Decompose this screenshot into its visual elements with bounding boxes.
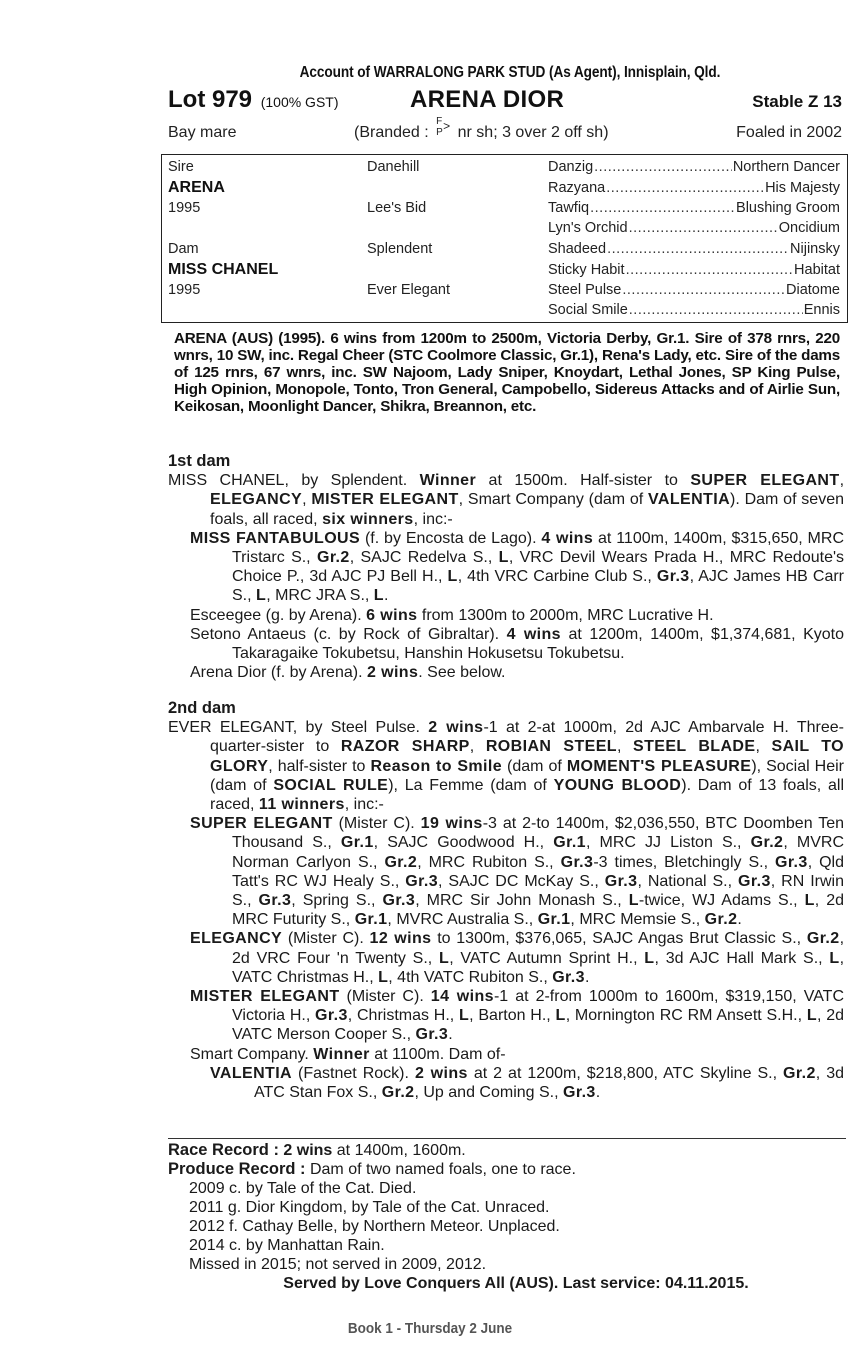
produce-record xyxy=(168,1160,844,1179)
section-divider xyxy=(168,1138,846,1139)
ancestor-sire: Habitat xyxy=(794,262,840,278)
ancestor-name: Steel Pulse xyxy=(548,282,622,298)
gst-note: (100% GST) xyxy=(260,94,339,110)
page-footer: Book 1 - Thursday 2 June xyxy=(347,1320,513,1337)
ancestor-row xyxy=(548,282,840,298)
sire-year: 1995 xyxy=(168,200,201,216)
first-dam-title: 1st dam xyxy=(168,452,231,470)
pedigree-entry: MISS CHANEL, by Splendent. Winner at 1500m. Half-sister to SUPER ELEGANT, ELEGANCY, MISTER ELEGANT, Smart Company (dam of VALENTIA). Dam of seven foals, all raced, six winners, inc:- xyxy=(168,472,845,528)
race-record xyxy=(168,1141,844,1160)
served-by-note: Served by Love Conquers All (AUS). Last service: 04.11.2015. xyxy=(283,1275,749,1292)
leader-dots xyxy=(606,180,764,196)
horse-name: ARENA DIOR xyxy=(410,86,565,113)
ancestor-row xyxy=(548,241,840,257)
second-dam-title: 2nd dam xyxy=(168,699,236,717)
brand-mark-icon xyxy=(433,115,453,141)
produce-item: 2014 c. by Manhattan Rain. xyxy=(189,1237,385,1254)
ancestor-name: Razyana xyxy=(548,180,606,196)
pedigree-entry: ELEGANCY (Mister C). 12 wins to 1300m, $376,065, SAJC Angas Brut Classic S., Gr.2, 2d VRC Four 'n Twenty S., L, VATC Autumn Sprint H., L, 3d AJC Hall Mark S., L, VATC Christmas H., L, 4th VATC Rubiton S., Gr.3. xyxy=(190,930,845,986)
pedigree-entry: EVER ELEGANT, by Steel Pulse. 2 wins-1 at 2-at 1000m, 2d AJC Ambarvale H. Three-quarter-sister to RAZOR SHARP, ROBIAN STEEL, STEEL BLADE, SAIL TO GLORY, half-sister to Reason to Smile (dam of MOMENT'S PLEASURE), Social Heir (dam of SOCIAL RULE), La Femme (dam of YOUNG BLOOD). Dam of 13 foals, all raced, 11 winners, inc:- xyxy=(168,719,845,814)
pedigree-entry: MISTER ELEGANT (Mister C). 14 wins-1 at 2-from 1000m to 1600m, $319,150, VATC Victoria H., Gr.3, Christmas H., L, Barton H., L, Mornington RC RM Ansett S.H., L, 2d VATC Merson Cooper S., Gr.3. xyxy=(190,988,845,1044)
dam-year: 1995 xyxy=(168,282,201,298)
ancestor-name: Danzig xyxy=(548,159,594,175)
ancestor-row xyxy=(548,302,840,318)
produce-item: 2009 c. by Tale of the Cat. Died. xyxy=(189,1180,417,1197)
brand-letter-top: F xyxy=(436,115,443,127)
dam-name: MISS CHANEL xyxy=(168,261,279,278)
produce-item: 2011 g. Dior Kingdom, by Tale of the Cat. Unraced. xyxy=(189,1199,550,1216)
ancestor-sire: His Majesty xyxy=(765,180,840,196)
brand-letter-bottom: P xyxy=(436,126,443,138)
brand-description xyxy=(354,115,609,142)
ancestor-sire: Blushing Groom xyxy=(736,200,840,216)
stable-location: Stable Z 13 xyxy=(752,92,842,111)
leader-dots xyxy=(629,302,803,318)
sire-name: ARENA xyxy=(168,179,225,196)
branded-suffix: nr sh; 3 over 2 off sh) xyxy=(457,124,609,141)
leader-dots xyxy=(629,220,778,236)
ancestor-sire: Diatome xyxy=(786,282,840,298)
lot-label: Lot 979 xyxy=(168,86,253,113)
records-section xyxy=(168,1141,844,1293)
ancestor-name: Tawfiq xyxy=(548,200,590,216)
ancestor-row xyxy=(548,262,840,278)
pedigree-entry: MISS FANTABULOUS (f. by Encosta de Lago). 4 wins at 1100m, 1400m, $315,650, MRC Tristarc S., Gr.2, SAJC Redelva S., L, VRC Devil Wears Prada H., MRC Redoute's Choice P., 3d AJC PJ Bell H., L, 4th VRC Carbine Club S., Gr.3, AJC James HB Carr S., L, MRC JRA S., L. xyxy=(190,529,845,605)
pedigree-entry: Setono Antaeus (c. by Rock of Gibraltar). 4 wins at 1200m, 1400m, $1,374,681, Kyoto Takaragaike Tokubetsu, Hanshin Hokusetsu Tokubetsu. xyxy=(190,625,844,663)
second-dam-entries xyxy=(168,718,844,1102)
pedigree-entry: SUPER ELEGANT (Mister C). 19 wins-3 at 2-to 1400m, $2,036,550, BTC Doomben Ten Thousand S., Gr.1, SAJC Goodwood H., Gr.1, MRC JJ Liston S., Gr.2, MVRC Norman Carlyon S., Gr.2, MRC Rubiton S., Gr.3-3 times, Bletchingly S., Gr.3, Qld Tatt's RC WJ Healy S., Gr.3, SAJC DC McKay S., Gr.3, National S., Gr.3, RN Irwin S., Gr.3, Spring S., Gr.3, MRC Sir John Monash S., L-twice, WJ Adams S., L, 2d MRC Futurity S., Gr.1, MVRC Australia S., Gr.1, MRC Memsie S., Gr.2. xyxy=(190,815,845,929)
sire-dam: Lee's Bid xyxy=(367,200,427,216)
dam-label: Dam xyxy=(168,241,199,257)
ancestor-row xyxy=(548,220,840,236)
race-record-wins: 2 wins xyxy=(283,1142,333,1159)
ancestor-sire: Nijinsky xyxy=(790,241,840,257)
leader-dots xyxy=(622,282,785,298)
sex-colour: Bay mare xyxy=(168,124,237,141)
produce-record-summary: Dam of two named foals, one to race. xyxy=(305,1161,576,1178)
pedigree-entry: Arena Dior (f. by Arena). 2 wins. See below. xyxy=(190,664,506,682)
ancestor-sire: Ennis xyxy=(803,302,840,318)
brand-chevron: > xyxy=(443,118,451,133)
produce-item: Missed in 2015; not served in 2009, 2012. xyxy=(189,1256,487,1273)
ancestor-name: Social Smile xyxy=(548,302,628,318)
leader-dots xyxy=(607,241,789,257)
horse-description xyxy=(168,115,842,146)
lot-number xyxy=(168,86,339,114)
lot-header xyxy=(168,86,842,116)
pedigree-entry: Smart Company. Winner at 1100m. Dam of- xyxy=(190,1045,506,1063)
second-dam-section xyxy=(168,699,844,1102)
vendor-account: Account of WARRALONG PARK STUD (As Agent), Innisplain, Qld. xyxy=(299,64,721,81)
produce-item: 2012 f. Cathay Belle, by Northern Meteor. Unplaced. xyxy=(189,1218,560,1235)
ancestor-row xyxy=(548,180,840,196)
ancestor-row xyxy=(548,159,840,175)
foaled-year: Foaled in 2002 xyxy=(736,124,842,141)
leader-dots xyxy=(590,200,735,216)
branded-prefix: (Branded : xyxy=(354,124,429,141)
ancestor-sire: Oncidium xyxy=(778,220,840,236)
race-record-label: Race Record : xyxy=(168,1141,279,1159)
first-dam-section xyxy=(168,452,844,682)
pedigree-table xyxy=(161,154,848,323)
leader-dots xyxy=(594,159,732,175)
dam-sire: Splendent xyxy=(367,241,433,257)
sire-label: Sire xyxy=(168,159,194,175)
ancestor-name: Sticky Habit xyxy=(548,262,625,278)
ancestor-name: Shadeed xyxy=(548,241,607,257)
ancestor-sire: Northern Dancer xyxy=(732,159,840,175)
pedigree-entry: VALENTIA (Fastnet Rock). 2 wins at 2 at 1200m, $218,800, ATC Skyline S., Gr.2, 3d ATC Stan Fox S., Gr.2, Up and Coming S., Gr.3. xyxy=(210,1064,845,1102)
leader-dots xyxy=(626,262,793,278)
first-dam-entries xyxy=(168,471,844,682)
sire-sire: Danehill xyxy=(367,159,420,175)
pedigree-entry: Esceegee (g. by Arena). 6 wins from 1300m to 2000m, MRC Lucrative H. xyxy=(190,606,714,624)
race-record-detail: at 1400m, 1600m. xyxy=(332,1142,466,1159)
ancestor-name: Lyn's Orchid xyxy=(548,220,628,236)
ancestor-row xyxy=(548,200,840,216)
produce-record-label: Produce Record : xyxy=(168,1160,306,1178)
dam-dam: Ever Elegant xyxy=(367,282,451,298)
sire-summary: ARENA (AUS) (1995). 6 wins from 1200m to 2500m, Victoria Derby, Gr.1. Sire of 378 rnrs, 220 wnrs, 10 SW, inc. Regal Cheer (STC Coolmore Classic, Gr.1), Rena's Lady, etc. Sire of the dams of 125 rnrs, 67 wnrs, inc. SW Najoom, Lady Sniper, Knoydart, Lethal Jones, SP King Pulse, High Opinion, Monopole, Tonto, Tron General, Campobello, Sidereus Attacks and of Airlie Sun, Keikosan, Moonlight Dancer, Shikra, Breannon, etc. xyxy=(174,330,840,415)
